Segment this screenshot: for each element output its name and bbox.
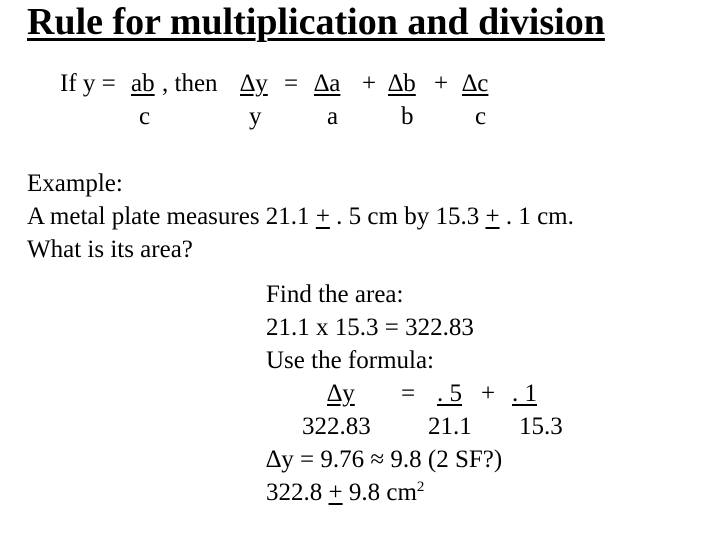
formula-numerator-2: . 5 <box>437 380 462 407</box>
formula-plus: + <box>481 380 496 407</box>
example-heading: Example: <box>27 170 123 197</box>
solution-find-area: Find the area: <box>266 281 404 308</box>
example-line1-part-b: . 5 cm by 15.3 <box>329 203 486 230</box>
rule-term1-denominator: y <box>249 103 262 130</box>
solution-use-formula: Use the formula: <box>266 347 435 374</box>
rule-y-numerator: ab <box>131 70 155 97</box>
formula-numerator-1: ∆y <box>327 380 355 407</box>
rule-term3-denominator: b <box>401 103 414 130</box>
final-plus-minus: + <box>328 479 343 506</box>
final-exponent: 2 <box>416 479 425 495</box>
rule-term3-numerator: ∆b <box>388 70 416 97</box>
final-value: 322.8 <box>266 479 329 506</box>
formula-denominator-3: 15.3 <box>519 413 563 440</box>
rule-plus-1: + <box>362 70 377 97</box>
plus-minus-2: + <box>485 203 500 230</box>
example-line1-part-a: A metal plate measures 21.1 <box>27 203 316 230</box>
solution-result: ∆y = 9.76 ≈ 9.8 (2 SF?) <box>266 446 503 473</box>
rule-term1-numerator: ∆y <box>240 70 268 97</box>
formula-denominator-2: 21.1 <box>428 413 472 440</box>
page-title: Rule for multiplication and division <box>27 1 605 43</box>
formula-denominator-1: 322.83 <box>302 413 371 440</box>
rule-plus-2: + <box>434 70 449 97</box>
formula-numerator-3: . 1 <box>512 380 537 407</box>
final-uncertainty: 9.8 cm <box>342 479 417 506</box>
rule-equals: = <box>284 70 299 97</box>
rule-term2-denominator: a <box>327 103 339 130</box>
rule-term4-numerator: ∆c <box>462 70 489 97</box>
formula-equals: = <box>401 380 416 407</box>
solution-calculation: 21.1 x 15.3 = 322.83 <box>266 314 474 341</box>
example-line-2: What is its area? <box>27 236 193 263</box>
solution-final-answer <box>266 480 424 505</box>
plus-minus-1: + <box>315 203 330 230</box>
rule-term2-numerator: ∆a <box>314 70 341 97</box>
example-line1-part-c: . 1 cm. <box>499 203 574 230</box>
rule-if-text: If y = <box>60 70 122 97</box>
rule-y-denominator: c <box>139 103 151 130</box>
example-line-1 <box>27 204 574 229</box>
rule-term4-denominator: c <box>475 103 487 130</box>
rule-then-text: , then <box>162 70 224 97</box>
